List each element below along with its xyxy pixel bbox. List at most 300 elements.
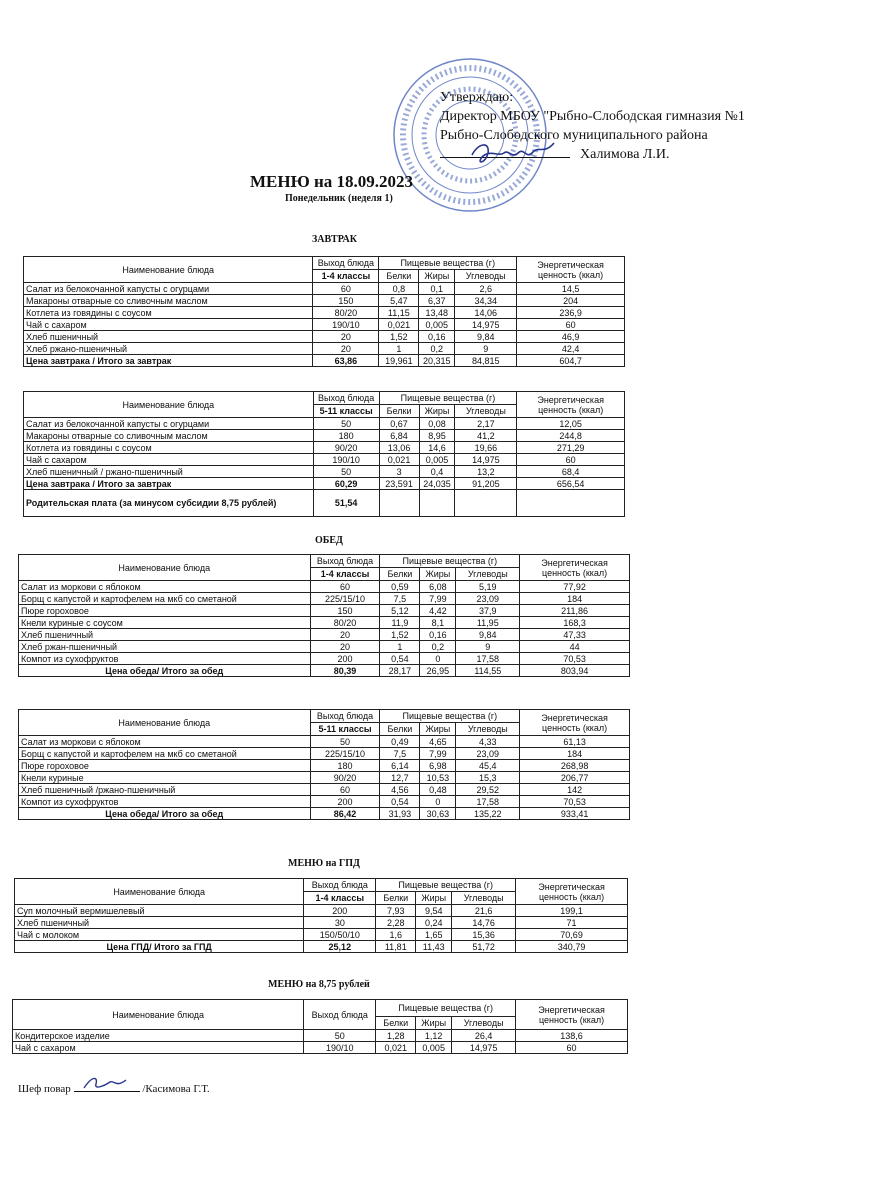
- dish-row: [19, 629, 630, 641]
- dish-carbs: 5,19: [456, 581, 520, 593]
- col-nutrients-header: Пищевые вещества (г): [380, 555, 520, 568]
- dish-yield: 60: [313, 283, 379, 295]
- total-row: [19, 665, 630, 677]
- col-carbs-header: Углеводы: [452, 1017, 516, 1030]
- dish-yield: 180: [313, 430, 379, 442]
- dish-protein: 0,54: [380, 796, 420, 808]
- section-lunch: ОБЕД: [315, 535, 343, 546]
- dish-carbs: 2,17: [455, 418, 517, 430]
- dish-fat: 0,08: [419, 418, 455, 430]
- dish-fat: 8,1: [420, 617, 456, 629]
- dish-protein: 5,47: [379, 295, 419, 307]
- total-price: 60,29: [313, 478, 379, 490]
- dish-carbs: 37,9: [456, 605, 520, 617]
- dish-carbs: 17,58: [456, 653, 520, 665]
- dish-yield: 150: [313, 295, 379, 307]
- dish-row: [13, 1042, 628, 1054]
- col-nutrients-header: Пищевые вещества (г): [379, 392, 517, 405]
- dish-protein: 0,021: [376, 1042, 416, 1054]
- dish-yield: 150/50/10: [304, 929, 376, 941]
- col-carbs-header: Углеводы: [456, 723, 520, 736]
- dish-fat: 0,2: [419, 343, 455, 355]
- dish-protein: 1,6: [376, 929, 416, 941]
- col-protein-header: Белки: [376, 1017, 416, 1030]
- dish-name: Кондитерское изделие: [13, 1030, 304, 1042]
- col-protein-header: Белки: [379, 270, 419, 283]
- dish-yield: 90/20: [310, 772, 380, 784]
- total-carbs: 114,55: [456, 665, 520, 677]
- dish-fat: 0,16: [419, 331, 455, 343]
- dish-yield: 50: [313, 418, 379, 430]
- dish-row: [24, 295, 625, 307]
- dish-energy: 206,77: [520, 772, 630, 784]
- dish-name: Хлеб пшеничный / ржано-пшеничный: [24, 466, 314, 478]
- dish-yield: 190/10: [313, 319, 379, 331]
- dish-row: [19, 736, 630, 748]
- dish-yield: 150: [310, 605, 380, 617]
- total-label: Цена обеда/ Итого за обед: [19, 808, 311, 820]
- dish-fat: 0,2: [420, 641, 456, 653]
- grade-label: 1-4 классы: [304, 892, 376, 905]
- dish-carbs: 19,66: [455, 442, 517, 454]
- dish-fat: 10,53: [420, 772, 456, 784]
- parent-fee-value: 51,54: [313, 490, 379, 517]
- total-energy: 803,94: [520, 665, 630, 677]
- gpd-table: [14, 878, 628, 953]
- dish-fat: 0,16: [420, 629, 456, 641]
- total-protein: 31,93: [380, 808, 420, 820]
- col-name-header: Наименование блюда: [19, 710, 311, 736]
- dish-name: Макароны отварные со сливочным маслом: [24, 430, 314, 442]
- dish-protein: 11,15: [379, 307, 419, 319]
- col-yield-header: Выход блюда: [313, 392, 379, 405]
- section-breakfast: ЗАВТРАК: [312, 234, 358, 245]
- dish-fat: 0,005: [416, 1042, 452, 1054]
- dish-yield: 50: [304, 1030, 376, 1042]
- total-row: [19, 808, 630, 820]
- total-fat: 24,035: [419, 478, 455, 490]
- dish-protein: 0,59: [380, 581, 420, 593]
- total-label: Цена завтрака / Итого за завтрак: [24, 478, 314, 490]
- dish-carbs: 17,58: [456, 796, 520, 808]
- dish-name: Хлеб ржан-пшеничный: [19, 641, 311, 653]
- total-label: Цена ГПД/ Итого за ГПД: [15, 941, 304, 953]
- dish-yield: 50: [313, 466, 379, 478]
- dish-fat: 0,005: [419, 319, 455, 331]
- dish-energy: 44: [520, 641, 630, 653]
- col-name-header: Наименование блюда: [24, 392, 314, 418]
- dish-energy: 46,9: [517, 331, 625, 343]
- dish-protein: 1: [379, 343, 419, 355]
- dish-energy: 70,53: [520, 796, 630, 808]
- col-energy-header: Энергетическая ценность (ккал): [516, 1000, 628, 1030]
- dish-name: Чай с молоком: [15, 929, 304, 941]
- col-energy-header: Энергетическая ценность (ккал): [520, 710, 630, 736]
- total-fat: 20,315: [419, 355, 455, 367]
- dish-yield: 20: [310, 641, 380, 653]
- dish-protein: 2,28: [376, 917, 416, 929]
- dish-name: Хлеб пшеничный /ржано-пшеничный: [19, 784, 311, 796]
- dish-row: [19, 605, 630, 617]
- dish-row: [13, 1030, 628, 1042]
- total-carbs: 51,72: [452, 941, 516, 953]
- dish-yield: 80/20: [313, 307, 379, 319]
- dish-fat: 8,95: [419, 430, 455, 442]
- col-carbs-header: Углеводы: [455, 270, 517, 283]
- dish-row: [19, 748, 630, 760]
- page-subtitle: Понедельник (неделя 1): [285, 193, 393, 204]
- dish-carbs: 41,2: [455, 430, 517, 442]
- dish-name: Хлеб пшеничный: [19, 629, 311, 641]
- dish-row: [24, 442, 625, 454]
- dish-name: Компот из сухофруктов: [19, 653, 311, 665]
- approval-line-1: Утверждаю:: [440, 90, 514, 105]
- total-protein: 23,591: [379, 478, 419, 490]
- dish-name: Суп молочный вермишелевый: [15, 905, 304, 917]
- col-name-header: Наименование блюда: [24, 257, 313, 283]
- dish-carbs: 26,4: [452, 1030, 516, 1042]
- total-label: Цена завтрака / Итого за завтрак: [24, 355, 313, 367]
- dish-carbs: 21,6: [452, 905, 516, 917]
- dish-fat: 6,08: [420, 581, 456, 593]
- dish-fat: 4,42: [420, 605, 456, 617]
- dish-yield: 190/10: [304, 1042, 376, 1054]
- grade-label: 5-11 классы: [310, 723, 380, 736]
- dish-carbs: 23,09: [456, 593, 520, 605]
- dish-protein: 7,5: [380, 748, 420, 760]
- total-price: 86,42: [310, 808, 380, 820]
- dish-yield: 225/15/10: [310, 748, 380, 760]
- col-fat-header: Жиры: [420, 568, 456, 581]
- dish-row: [19, 760, 630, 772]
- col-yield-header: Выход блюда: [313, 257, 379, 270]
- dish-energy: 47,33: [520, 629, 630, 641]
- col-yield-header: Выход блюда: [304, 1000, 376, 1030]
- dish-carbs: 13,2: [455, 466, 517, 478]
- dish-name: Хлеб пшеничный: [15, 917, 304, 929]
- dish-carbs: 29,52: [456, 784, 520, 796]
- dish-name: Пюре гороховое: [19, 605, 311, 617]
- dish-protein: 0,49: [380, 736, 420, 748]
- lunch-1-4-rows: [19, 581, 630, 665]
- dish-protein: 0,021: [379, 319, 419, 331]
- col-nutrients-header: Пищевые вещества (г): [380, 710, 520, 723]
- menu-875-rows: [13, 1030, 628, 1054]
- dish-name: Котлета из говядины с соусом: [24, 307, 313, 319]
- dish-name: Салат из моркови с яблоком: [19, 581, 311, 593]
- dish-protein: 0,67: [379, 418, 419, 430]
- dish-fat: 1,12: [416, 1030, 452, 1042]
- dish-energy: 168,3: [520, 617, 630, 629]
- dish-row: [24, 454, 625, 466]
- dish-energy: 77,92: [520, 581, 630, 593]
- dish-name: Борщ с капустой и картофелем на мкб со сметаной: [19, 748, 311, 760]
- dish-fat: 0: [420, 796, 456, 808]
- dish-fat: 0,24: [416, 917, 452, 929]
- dish-row: [19, 796, 630, 808]
- dish-protein: 0,8: [379, 283, 419, 295]
- total-protein: 11,81: [376, 941, 416, 953]
- dish-energy: 199,1: [516, 905, 628, 917]
- col-name-header: Наименование блюда: [19, 555, 311, 581]
- dish-row: [19, 593, 630, 605]
- col-energy-header: Энергетическая ценность (ккал): [516, 879, 628, 905]
- col-carbs-header: Углеводы: [456, 568, 520, 581]
- dish-fat: 13,48: [419, 307, 455, 319]
- menu-875-table: [12, 999, 628, 1054]
- dish-fat: 7,99: [420, 748, 456, 760]
- dish-row: [24, 283, 625, 295]
- dish-row: [15, 929, 628, 941]
- dish-yield: 50: [310, 736, 380, 748]
- dish-fat: 6,37: [419, 295, 455, 307]
- dish-yield: 225/15/10: [310, 593, 380, 605]
- gpd-rows: [15, 905, 628, 941]
- section-gpd: МЕНЮ на ГПД: [288, 858, 360, 869]
- dish-protein: 0,021: [379, 454, 419, 466]
- dish-energy: 244,8: [517, 430, 625, 442]
- dish-name: Салат из моркови с яблоком: [19, 736, 311, 748]
- dish-name: Хлеб пшеничный: [24, 331, 313, 343]
- dish-carbs: 15,3: [456, 772, 520, 784]
- dish-energy: 138,6: [516, 1030, 628, 1042]
- dish-energy: 61,13: [520, 736, 630, 748]
- col-carbs-header: Углеводы: [455, 405, 517, 418]
- dish-name: Салат из белокочанной капусты с огурцами: [24, 418, 314, 430]
- dish-protein: 6,84: [379, 430, 419, 442]
- dish-row: [24, 430, 625, 442]
- dish-name: Чай с сахаром: [24, 319, 313, 331]
- dish-energy: 184: [520, 748, 630, 760]
- col-energy-header: Энергетическая ценность (ккал): [520, 555, 630, 581]
- chef-label: Шеф повар: [18, 1083, 71, 1095]
- dish-carbs: 34,34: [455, 295, 517, 307]
- col-protein-header: Белки: [380, 723, 420, 736]
- dish-protein: 1,52: [379, 331, 419, 343]
- dish-row: [19, 772, 630, 784]
- dish-carbs: 45,4: [456, 760, 520, 772]
- dish-name: Салат из белокочанной капусты с огурцами: [24, 283, 313, 295]
- approval-line-3: Рыбно-Слободского муниципального района: [440, 128, 708, 143]
- grade-label: 1-4 классы: [310, 568, 380, 581]
- dish-yield: 60: [310, 784, 380, 796]
- chef-name: /Касимова Г.Т.: [142, 1083, 210, 1095]
- dish-protein: 7,5: [380, 593, 420, 605]
- total-energy: 933,41: [520, 808, 630, 820]
- dish-row: [15, 917, 628, 929]
- dish-fat: 0,48: [420, 784, 456, 796]
- dish-row: [19, 617, 630, 629]
- dish-energy: 142: [520, 784, 630, 796]
- dish-energy: 60: [517, 319, 625, 331]
- dish-protein: 12,7: [380, 772, 420, 784]
- col-carbs-header: Углеводы: [452, 892, 516, 905]
- dish-row: [24, 343, 625, 355]
- dish-fat: 0,4: [419, 466, 455, 478]
- dish-energy: 68,4: [517, 466, 625, 478]
- dish-protein: 7,93: [376, 905, 416, 917]
- approval-line-2: Директор МБОУ "Рыбно-Слободская гимназия №1: [440, 109, 745, 124]
- dish-protein: 1: [380, 641, 420, 653]
- dish-row: [19, 581, 630, 593]
- dish-row: [19, 784, 630, 796]
- dish-energy: 204: [517, 295, 625, 307]
- dish-name: Котлета из говядины с соусом: [24, 442, 314, 454]
- dish-energy: 271,29: [517, 442, 625, 454]
- dish-fat: 4,65: [420, 736, 456, 748]
- breakfast-1-4-rows: [24, 283, 625, 355]
- dish-name: Кнели куриные: [19, 772, 311, 784]
- col-nutrients-header: Пищевые вещества (г): [376, 1000, 516, 1017]
- col-protein-header: Белки: [376, 892, 416, 905]
- page-title: МЕНЮ на 18.09.2023: [250, 172, 414, 191]
- dish-row: [24, 331, 625, 343]
- dish-carbs: 9: [456, 641, 520, 653]
- dish-energy: 184: [520, 593, 630, 605]
- dish-energy: 60: [516, 1042, 628, 1054]
- col-fat-header: Жиры: [420, 723, 456, 736]
- dish-carbs: 9: [455, 343, 517, 355]
- dish-energy: 268,98: [520, 760, 630, 772]
- dish-carbs: 14,06: [455, 307, 517, 319]
- dish-fat: 0: [420, 653, 456, 665]
- total-energy: 340,79: [516, 941, 628, 953]
- dish-row: [24, 466, 625, 478]
- dish-name: Хлеб ржано-пшеничный: [24, 343, 313, 355]
- dish-protein: 1,28: [376, 1030, 416, 1042]
- dish-yield: 20: [313, 331, 379, 343]
- dish-fat: 9,54: [416, 905, 452, 917]
- dish-energy: 236,9: [517, 307, 625, 319]
- dish-yield: 200: [304, 905, 376, 917]
- dish-carbs: 15,36: [452, 929, 516, 941]
- dish-protein: 3: [379, 466, 419, 478]
- total-row: [24, 478, 625, 490]
- dish-row: [24, 319, 625, 331]
- dish-energy: 42,4: [517, 343, 625, 355]
- col-protein-header: Белки: [380, 568, 420, 581]
- dish-name: Макароны отварные со сливочным маслом: [24, 295, 313, 307]
- dish-row: [19, 653, 630, 665]
- dish-protein: 6,14: [380, 760, 420, 772]
- dish-protein: 13,06: [379, 442, 419, 454]
- dish-yield: 180: [310, 760, 380, 772]
- dish-row: [15, 905, 628, 917]
- total-price: 63,86: [313, 355, 379, 367]
- dish-carbs: 4,33: [456, 736, 520, 748]
- dish-protein: 5,12: [380, 605, 420, 617]
- lunch-5-11-rows: [19, 736, 630, 808]
- chef-signature: [80, 1072, 130, 1094]
- breakfast-5-11-rows: [24, 418, 625, 478]
- col-energy-header: Энергетическая ценность (ккал): [517, 257, 625, 283]
- approval-line-4: Халимова Л.И.: [580, 147, 670, 162]
- total-price: 80,39: [310, 665, 380, 677]
- dish-name: Кнели куриные с соусом: [19, 617, 311, 629]
- dish-carbs: 23,09: [456, 748, 520, 760]
- dish-carbs: 14,975: [452, 1042, 516, 1054]
- dish-carbs: 2,6: [455, 283, 517, 295]
- col-fat-header: Жиры: [416, 892, 452, 905]
- total-energy: 604,7: [517, 355, 625, 367]
- dish-yield: 90/20: [313, 442, 379, 454]
- parent-fee-label: Родительская плата (за минусом субсидии 8,75 рублей): [24, 490, 314, 517]
- grade-label: 1-4 классы: [313, 270, 379, 283]
- dish-yield: 30: [304, 917, 376, 929]
- total-price: 25,12: [304, 941, 376, 953]
- dish-yield: 190/10: [313, 454, 379, 466]
- lunch-1-4-table: [18, 554, 630, 677]
- dish-carbs: 14,76: [452, 917, 516, 929]
- dish-protein: 4,56: [380, 784, 420, 796]
- total-carbs: 84,815: [455, 355, 517, 367]
- total-row: [15, 941, 628, 953]
- dish-fat: 0,005: [419, 454, 455, 466]
- total-row: [24, 355, 625, 367]
- dish-yield: 80/20: [310, 617, 380, 629]
- dish-yield: 20: [310, 629, 380, 641]
- dish-fat: 1,65: [416, 929, 452, 941]
- total-fat: 26,95: [420, 665, 456, 677]
- dish-energy: 12,05: [517, 418, 625, 430]
- dish-fat: 0,1: [419, 283, 455, 295]
- col-energy-header: Энергетическая ценность (ккал): [517, 392, 625, 418]
- col-nutrients-header: Пищевые вещества (г): [376, 879, 516, 892]
- dish-protein: 11,9: [380, 617, 420, 629]
- dish-fat: 14,6: [419, 442, 455, 454]
- total-energy: 656,54: [517, 478, 625, 490]
- dish-yield: 60: [310, 581, 380, 593]
- dish-energy: 60: [517, 454, 625, 466]
- total-carbs: 91,205: [455, 478, 517, 490]
- total-fat: 11,43: [416, 941, 452, 953]
- col-name-header: Наименование блюда: [13, 1000, 304, 1030]
- dish-energy: 211,86: [520, 605, 630, 617]
- col-name-header: Наименование блюда: [15, 879, 304, 905]
- col-yield-header: Выход блюда: [310, 555, 380, 568]
- dish-carbs: 11,95: [456, 617, 520, 629]
- dish-name: Чай с сахаром: [24, 454, 314, 466]
- parent-fee-row: [24, 490, 625, 517]
- dish-carbs: 14,975: [455, 319, 517, 331]
- section-875: МЕНЮ на 8,75 рублей: [268, 979, 370, 990]
- lunch-5-11-table: [18, 709, 630, 820]
- total-protein: 28,17: [380, 665, 420, 677]
- col-fat-header: Жиры: [419, 405, 455, 418]
- dish-carbs: 9,84: [456, 629, 520, 641]
- col-yield-header: Выход блюда: [310, 710, 380, 723]
- dish-carbs: 9,84: [455, 331, 517, 343]
- dish-fat: 7,99: [420, 593, 456, 605]
- col-fat-header: Жиры: [419, 270, 455, 283]
- col-protein-header: Белки: [379, 405, 419, 418]
- dish-name: Пюре гороховое: [19, 760, 311, 772]
- dish-energy: 70,53: [520, 653, 630, 665]
- dish-yield: 200: [310, 796, 380, 808]
- total-label: Цена обеда/ Итого за обед: [19, 665, 311, 677]
- director-signature: [468, 135, 558, 175]
- dish-name: Чай с сахаром: [13, 1042, 304, 1054]
- breakfast-1-4-table: [23, 256, 625, 367]
- total-carbs: 135,22: [456, 808, 520, 820]
- dish-protein: 1,52: [380, 629, 420, 641]
- grade-label: 5-11 классы: [313, 405, 379, 418]
- breakfast-5-11-table: [23, 391, 625, 517]
- col-yield-header: Выход блюда: [304, 879, 376, 892]
- dish-row: [19, 641, 630, 653]
- dish-yield: 200: [310, 653, 380, 665]
- dish-energy: 70,69: [516, 929, 628, 941]
